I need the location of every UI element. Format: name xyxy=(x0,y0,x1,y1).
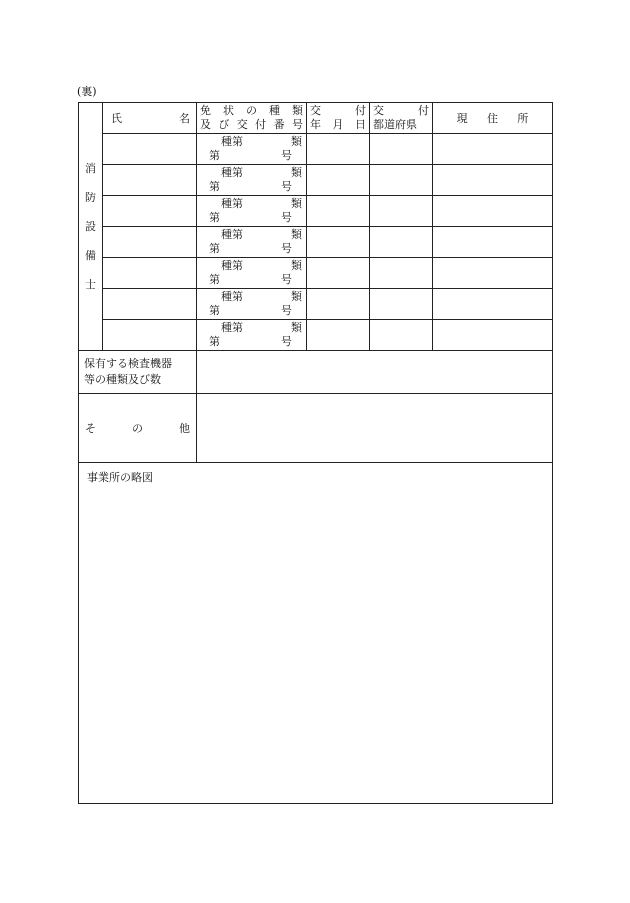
cell-text: 種第 xyxy=(221,135,243,148)
table-row xyxy=(79,258,553,289)
license-cell[interactable] xyxy=(197,196,307,227)
license-cell[interactable] xyxy=(197,258,307,289)
inspector-form-table xyxy=(78,102,553,804)
cell-text: 号 xyxy=(281,149,292,162)
issue-date-cell[interactable] xyxy=(307,320,370,351)
other-row xyxy=(79,394,553,463)
address-cell[interactable] xyxy=(433,289,553,320)
name-cell[interactable] xyxy=(103,227,197,258)
vertical-char: 備 xyxy=(85,249,96,262)
table-row xyxy=(79,320,553,351)
address-cell[interactable] xyxy=(433,134,553,165)
map-row xyxy=(79,463,553,804)
license-cell[interactable] xyxy=(197,134,307,165)
prefecture-cell[interactable] xyxy=(370,320,433,351)
cell-text: 種第 xyxy=(221,228,243,241)
address-cell[interactable] xyxy=(433,196,553,227)
office-map-cell[interactable] xyxy=(79,463,553,804)
hdr-char: 交 xyxy=(373,104,384,117)
other-char: 他 xyxy=(179,422,190,435)
equipment-label-line: 保有する検査機器 xyxy=(84,357,172,370)
hdr-char: の xyxy=(246,104,257,117)
cell-text: 第 xyxy=(209,335,220,348)
other-value-cell[interactable] xyxy=(197,394,553,463)
hdr-char: 号 xyxy=(291,118,303,131)
header-name-char: 氏 xyxy=(111,112,122,125)
issue-date-cell[interactable] xyxy=(307,289,370,320)
cell-text: 類 xyxy=(291,135,302,148)
hdr-char: 住 xyxy=(486,112,498,125)
cell-text: 種第 xyxy=(221,197,243,210)
cell-text: 類 xyxy=(291,321,302,334)
issue-date-cell[interactable] xyxy=(307,134,370,165)
prefecture-cell[interactable] xyxy=(370,289,433,320)
name-cell[interactable] xyxy=(103,289,197,320)
cell-text: 種第 xyxy=(221,290,243,303)
license-cell[interactable] xyxy=(197,320,307,351)
cell-text: 号 xyxy=(281,180,292,193)
issue-date-cell[interactable] xyxy=(307,227,370,258)
hdr-char: 月 xyxy=(332,118,344,131)
hdr-char: 状 xyxy=(223,104,234,117)
equipment-label-line: 等の種類及び数 xyxy=(84,373,161,386)
cell-text: 種第 xyxy=(221,321,243,334)
cell-text: 類 xyxy=(291,166,302,179)
header-row xyxy=(79,103,553,134)
issue-date-cell[interactable] xyxy=(307,258,370,289)
name-cell[interactable] xyxy=(103,258,197,289)
equipment-row xyxy=(79,351,553,394)
cell-text: 種第 xyxy=(221,259,243,272)
prefecture-cell[interactable] xyxy=(370,196,433,227)
header-license xyxy=(197,103,307,134)
prefecture-cell[interactable] xyxy=(370,165,433,196)
hdr-char: 現 xyxy=(456,112,468,125)
table-row xyxy=(79,289,553,320)
hdr-char: 付 xyxy=(355,104,366,117)
hdr-char: 番 xyxy=(273,118,285,131)
fire-equipment-officer-label xyxy=(79,103,103,351)
vertical-char: 設 xyxy=(85,220,96,233)
vertical-char: 防 xyxy=(85,191,96,204)
table-row xyxy=(79,165,553,196)
other-char: そ xyxy=(85,422,96,435)
license-cell[interactable] xyxy=(197,289,307,320)
prefecture-cell[interactable] xyxy=(370,227,433,258)
prefecture-cell[interactable] xyxy=(370,258,433,289)
address-cell[interactable] xyxy=(433,227,553,258)
back-side-label: (裏) xyxy=(77,85,97,98)
equipment-value-cell[interactable] xyxy=(197,351,553,394)
table-row xyxy=(79,196,553,227)
cell-text: 号 xyxy=(281,242,292,255)
other-char: の xyxy=(132,422,143,435)
hdr-char: 種 xyxy=(269,104,280,117)
hdr-char: 類 xyxy=(292,104,303,117)
cell-text: 類 xyxy=(291,197,302,210)
hdr-char: 免 xyxy=(200,104,211,117)
vertical-char: 士 xyxy=(85,278,96,291)
header-name-char: 名 xyxy=(179,112,190,125)
cell-text: 第 xyxy=(209,180,220,193)
cell-text: 第 xyxy=(209,273,220,286)
header-issuing-prefecture xyxy=(370,103,433,134)
office-map-label: 事業所の略図 xyxy=(87,471,153,484)
issue-date-cell[interactable] xyxy=(307,165,370,196)
other-label xyxy=(79,394,197,463)
name-cell[interactable] xyxy=(103,165,197,196)
cell-text: 類 xyxy=(291,290,302,303)
address-cell[interactable] xyxy=(433,258,553,289)
hdr-char: 日 xyxy=(355,118,366,131)
header-address xyxy=(433,103,553,134)
cell-text: 第 xyxy=(209,242,220,255)
hdr-char: 及 xyxy=(200,118,211,131)
cell-text: 第 xyxy=(209,304,220,317)
address-cell[interactable] xyxy=(433,165,553,196)
vertical-char: 消 xyxy=(85,162,96,175)
name-cell[interactable] xyxy=(103,196,197,227)
hdr-pref-text: 都道府県 xyxy=(373,118,417,131)
hdr-char: 交 xyxy=(310,104,321,117)
cell-text: 号 xyxy=(281,273,292,286)
hdr-char: 交 xyxy=(236,118,248,131)
cell-text: 第 xyxy=(209,149,220,162)
cell-text: 類 xyxy=(291,259,302,272)
equipment-label xyxy=(79,351,197,394)
name-cell[interactable] xyxy=(103,320,197,351)
hdr-char: 年 xyxy=(310,118,321,131)
hdr-char: び xyxy=(218,118,230,131)
address-cell[interactable] xyxy=(433,320,553,351)
hdr-char: 所 xyxy=(517,112,529,125)
cell-text: 号 xyxy=(281,304,292,317)
name-cell[interactable] xyxy=(103,134,197,165)
cell-text: 種第 xyxy=(221,166,243,179)
issue-date-cell[interactable] xyxy=(307,196,370,227)
license-cell[interactable] xyxy=(197,227,307,258)
hdr-char: 付 xyxy=(255,118,267,131)
header-name xyxy=(103,103,197,134)
hdr-char: 付 xyxy=(418,104,429,117)
prefecture-cell[interactable] xyxy=(370,134,433,165)
cell-text: 号 xyxy=(281,335,292,348)
license-cell[interactable] xyxy=(197,165,307,196)
cell-text: 類 xyxy=(291,228,302,241)
table-row xyxy=(79,227,553,258)
cell-text: 号 xyxy=(281,211,292,224)
cell-text: 第 xyxy=(209,211,220,224)
table-row xyxy=(79,134,553,165)
header-issue-date xyxy=(307,103,370,134)
